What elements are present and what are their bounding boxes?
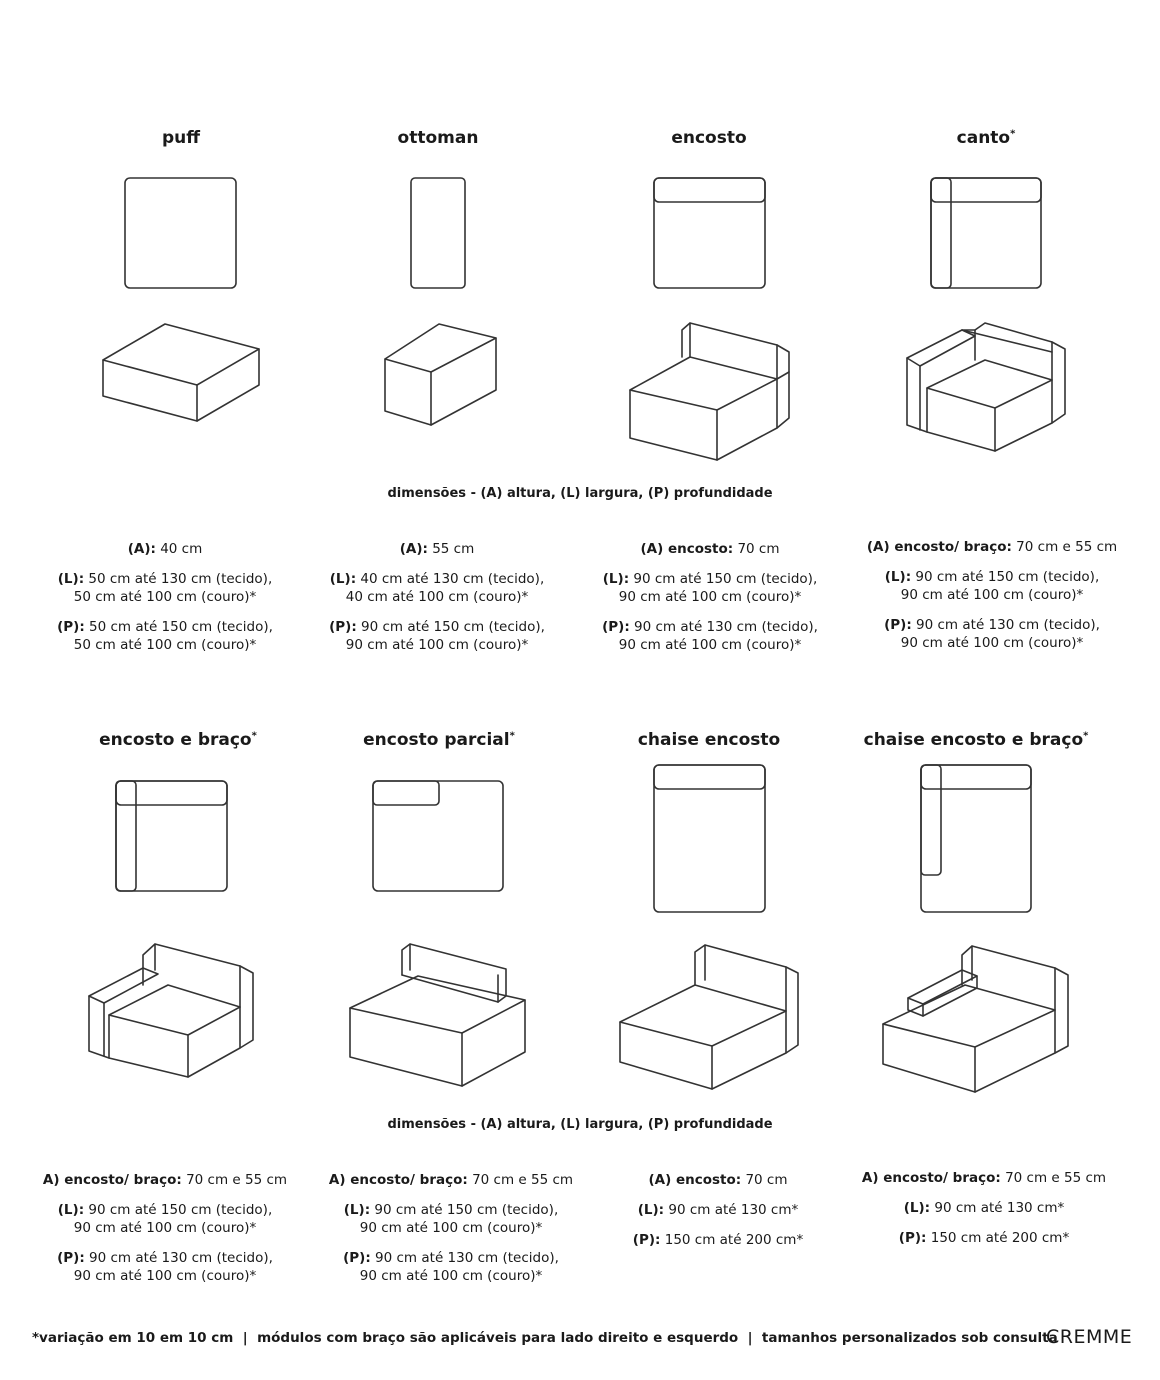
- ottoman-iso-view: [385, 324, 496, 425]
- ottoman-top-view: [411, 178, 465, 288]
- spec-block-canto: (A) encosto/ braço: 70 cm e 55 cm (L): 90 cm até 150 cm (tecido), 90 cm até 100 cm (couro)* (P): 90 cm até 130 cm (tecido), 90 cm até 100 cm (couro)*: [866, 539, 1118, 651]
- puff-iso-view: [103, 324, 259, 421]
- spec-block-encosto: (A) encosto: 70 cm (L): 90 cm até 150 cm (tecido), 90 cm até 100 cm (couro)* (P): 90 cm até 130 cm (tecido), 90 cm até 100 cm (couro)*: [602, 541, 818, 653]
- canto-top-view: [931, 178, 1041, 288]
- cremme-logo: CREMME: [1046, 1326, 1133, 1348]
- encosto-parcial-iso-view: [350, 944, 525, 1086]
- encosto-e-braco-iso-view: [89, 944, 253, 1077]
- spec-block-puff: (A): 40 cm (L): 50 cm até 130 cm (tecido), 50 cm até 100 cm (couro)* (P): 50 cm até 150 cm (tecido), 50 cm até 100 cm (couro)*: [57, 541, 273, 653]
- encosto-iso-view: [630, 323, 789, 460]
- canto-iso-view: [907, 323, 1065, 451]
- encosto-top-view: [654, 178, 765, 288]
- chaise-encosto-top-view: [654, 765, 765, 912]
- dimensions-heading-row1: dimensões - (A) altura, (L) largura, (P) profundidade: [387, 486, 773, 501]
- chaise-encosto-e-braco-top-view: [921, 765, 1031, 912]
- spec-block-ottoman: (A): 55 cm (L): 40 cm até 130 cm (tecido), 40 cm até 100 cm (couro)* (P): 90 cm até 150 cm (tecido), 90 cm até 100 cm (couro)*: [329, 541, 545, 653]
- module-title-ottoman: ottoman: [397, 128, 479, 148]
- module-title-encosto: encosto: [671, 128, 747, 148]
- encosto-parcial-top-view: [373, 781, 503, 891]
- footer-note: *variação em 10 em 10 cm | módulos com braço são aplicáveis para lado direito e esquerdo | tamanhos personalizados sob consulta: [32, 1330, 1058, 1346]
- spec-block-encosto-e-braco: A) encosto/ braço: 70 cm e 55 cm (L): 90 cm até 150 cm (tecido), 90 cm até 100 cm (couro)* (P): 90 cm até 130 cm (tecido), 90 cm até 100 cm (couro)*: [42, 1172, 288, 1284]
- module-title-encosto-parcial: encosto parcial*: [363, 730, 515, 750]
- chaise-encosto-iso-view: [620, 945, 798, 1089]
- module-title-canto: canto*: [956, 128, 1016, 148]
- module-title-encosto-e-braco: encosto e braço*: [99, 730, 257, 750]
- spec-block-chaise-encosto-e-braco: A) encosto/ braço: 70 cm e 55 cm (L): 90 cm até 130 cm* (P): 150 cm até 200 cm*: [861, 1170, 1107, 1246]
- encosto-e-braco-top-view: [116, 781, 227, 891]
- spec-block-chaise-encosto: (A) encosto: 70 cm (L): 90 cm até 130 cm* (P): 150 cm até 200 cm*: [632, 1172, 804, 1248]
- module-title-puff: puff: [161, 128, 201, 148]
- module-title-chaise-encosto: chaise encosto: [637, 730, 781, 750]
- dimensions-heading-row2: dimensões - (A) altura, (L) largura, (P) profundidade: [387, 1117, 773, 1132]
- chaise-encosto-e-braco-iso-view: [883, 946, 1068, 1092]
- puff-top-view: [125, 178, 236, 288]
- spec-block-encosto-parcial: A) encosto/ braço: 70 cm e 55 cm (L): 90 cm até 150 cm (tecido), 90 cm até 100 cm (couro)* (P): 90 cm até 130 cm (tecido), 90 cm até 100 cm (couro)*: [328, 1172, 574, 1284]
- module-title-chaise-encosto-e-braco: chaise encosto e braço*: [863, 730, 1089, 750]
